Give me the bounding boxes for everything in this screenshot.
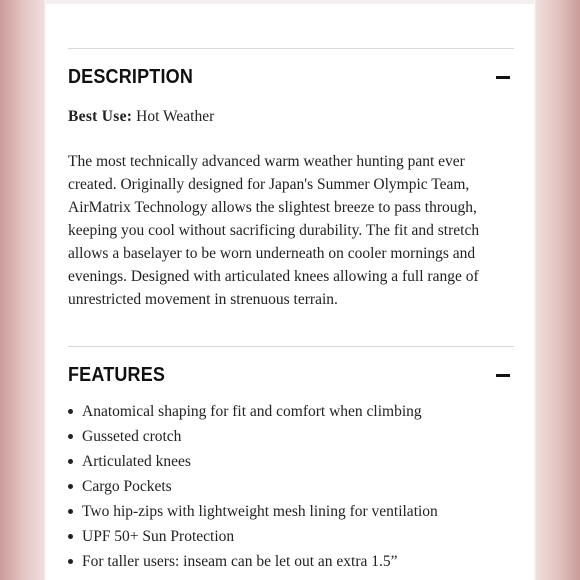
list-item: Anatomical shaping for fit and comfort when climbing: [68, 399, 514, 424]
product-details-panel: [46, 0, 534, 580]
list-item: For taller users: inseam can be let out an extra 1.5”: [68, 549, 514, 574]
bullet-icon: [68, 459, 73, 464]
best-use-label: Best Use:: [68, 108, 133, 125]
minus-icon[interactable]: [496, 367, 512, 383]
best-use: [68, 106, 214, 128]
list-item: Two hip-zips with lightweight mesh lining for ventilation: [68, 499, 514, 524]
list-item: Cargo Pockets: [68, 474, 514, 499]
best-use-value: Hot Weather: [136, 108, 215, 125]
description-divider: [68, 48, 514, 49]
features-list: [68, 399, 514, 574]
list-item: Articulated knees: [68, 449, 514, 474]
bullet-icon: [68, 409, 73, 414]
list-item: Gusseted crotch: [68, 424, 514, 449]
bullet-icon: [68, 484, 73, 489]
bullet-icon: [68, 509, 73, 514]
description-body: The most technically advanced warm weather hunting pant ever created. Originally designed for Japan's Summer Olympic Team, AirMatrix Technology allows the slightest breeze to pass through, keeping you cool without sacrificing durability. The fit and stretch allows a baselayer to be worn underneath on cooler mornings and evenings. Designed with articulated knees allowing a full range of unrestricted movement in strenuous terrain.: [68, 153, 480, 308]
description-header[interactable]: [68, 63, 514, 91]
bullet-icon: [68, 434, 73, 439]
minus-icon[interactable]: [496, 69, 512, 85]
features-title: FEATURES: [68, 363, 166, 386]
description-title: DESCRIPTION: [68, 65, 194, 88]
list-item: UPF 50+ Sun Protection: [68, 524, 514, 549]
features-header[interactable]: [68, 361, 514, 389]
bullet-icon: [68, 534, 73, 539]
features-divider: [68, 346, 514, 347]
bullet-icon: [68, 559, 73, 564]
top-edge: [46, 0, 534, 4]
